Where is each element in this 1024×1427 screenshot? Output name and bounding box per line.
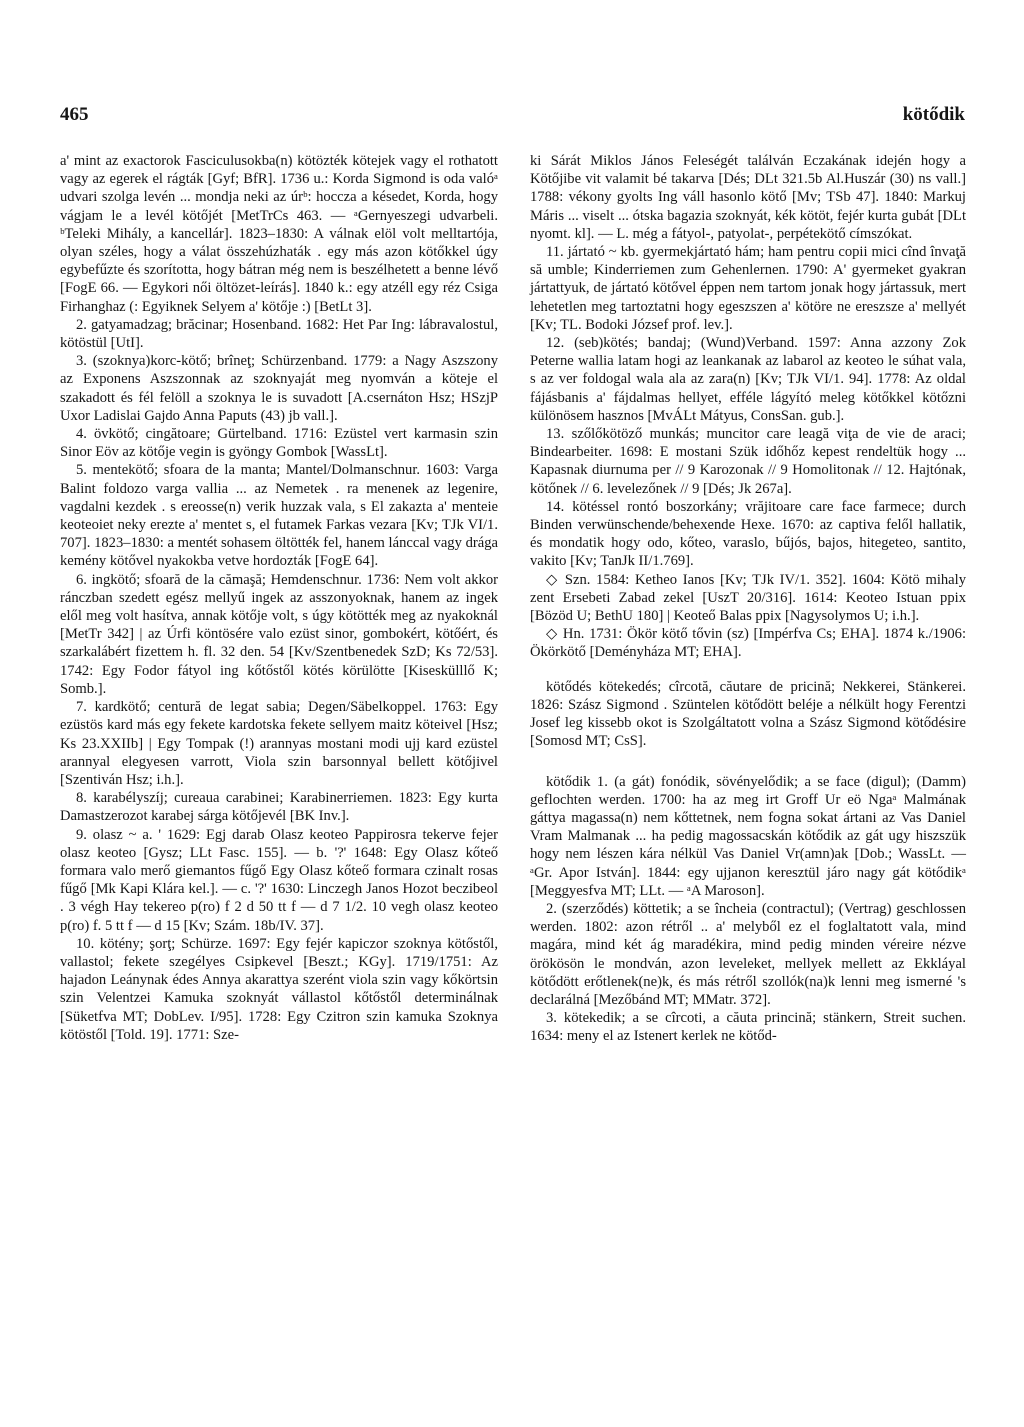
running-headword: kötődik <box>902 104 965 125</box>
page-number: 465 <box>60 104 89 125</box>
left-column <box>60 152 498 1044</box>
entry-sense-4: 4. övkötő; cingătoare; Gürtelband. 1716: Ezüstel vert karmasin szin Sinor Eöv az kötője vegin is gyöngy Gombok [WassLt]. <box>60 426 498 461</box>
entry-sense-6: 6. ingkötő; sfoară de la cămaşă; Hemdenschnur. 1736: Nem volt akkor ránczban szedett egész mellyű ingek az asszonyoknak, hanem az ingek elől meg volt hasítva, annak kötője volt, s úgy kötötték meg az nyakoknál [MetTr 342] | az Úrfi köntösére valo ezüst sinor, gombokért, kötőért, és szarkalábért fizettem h. fl. 32 den. 54 [Kv/Szentbenedek SzD; Ks 72/53]. 1742: Egy Fodor fátyol ing kőtőstől kötés körülötte [Kiseskülllő K; Somb.]. <box>60 571 498 697</box>
entry-kotodik-sense-3: 3. kötekedik; a se cîrcoti, a căuta princină; stänkern, Streit suchen. 1634: meny el az Istenert kerlek ne kötőd- <box>530 1010 966 1045</box>
entry-sense-2: 2. gatyamadzag; brăcinar; Hosenband. 1682: Het Par Ing: lábravalostul, kötöstül [UtI]. <box>60 316 498 352</box>
entry-sense-12: 12. (seb)kötés; bandaj; (Wund)Verband. 1597: Anna azzony Zok Peterne wallia latam hogi az leankanak az labarol az keoteo le súhat vala, s az ver foldogal wala ala az zara(n) [Kv; TJk VI/1. 94]. 1778: Az oldal fájásbanis a' fájdalmas hellyet, efféle lágyító meleg kötőkkel kötőzni különösem hasznos [MvÁLt Mátyus, ConsSan. gub.]. <box>530 335 966 424</box>
entry-sense-11: 11. jártató ~ kb. gyermekjártató hám; ham pentru copii mici cînd învaţă să umble; Kinderriemen zum Gehenlernen. 1790: A' gyermeket gyakran jártattyuk, de jártató kötővel éppen nem tartom jonak hogy jártassuk, mert lehetetlen meg tartoztatni hogy egeszszen a' kötöre ne ereszsze a' mellyét [Kv; TL. Bodoki József prof. lev.]. <box>530 244 966 333</box>
entry-sense-13: 13. szőlőkötöző munkás; muncitor care leagă viţa de vie de araci; Bindearbeiter. 1698: E mostani Szük időhőz kepest rendeltük hogy ... Kapasnak diurnuma per // 9 Karozonak // 9 Homolitonak // 12. Hajtónak, kötőnek // 6. levelezőnek // 9 [Dés; Jk 267a]. <box>530 426 966 497</box>
entry-kotodes: kötődés kötekedés; cîrcotă, căutare de pricină; Nekkerei, Stänkerei. 1826: Szász Sigmond . Szüntelen kötődött beléje a nélkült hogy Ferentzi Josef leg kissebb okot is Szolgáltatott volna a Szász Sigmond kötődésire [Somosd MT; CsS]. <box>530 678 966 750</box>
entry-sense-8: 8. karabélyszíj; cureaua carabinei; Karabinerriemen. 1823: Egy kurta Damastzerozot karabej sárga kötőjevél [BK Inv.]. <box>60 790 498 825</box>
right-column <box>530 152 966 1046</box>
entry-sense-3: 3. (szoknya)korc-kötő; brîneţ; Schürzenband. 1779: a Nagy Aszszony az Exponens Aszszonnak az szoknyaját meg nyomván a köteje el szakadott és fél felöll a szoknya le is suvadott [A.csernáton Hsz; HSzjP Uxor Ladislai Gajdo Anna Paputs (43) jb vall.]. <box>60 353 498 424</box>
entry-sense-10-continuation: ki Sárát Miklos János Feleségét találván Eczakának idején hogy a Kötőjibe vit valamit bé takarva [Dés; DLt 321.5b Al.Huszár (30) ns vall.] 1788: vékony gyolts Ing váll hasonlo kötő [Mv; TSb 47]. 1840: Markuj Máris ... viselt ... ótska bagazia szoknyát, kék kötöt, fejér kurta gubát [DLt nyomt. kl]. — L. még a fátyol-, patyolat-, perpétekötő címszókat. <box>530 153 966 242</box>
entry-sense-10: 10. kötény; şorţ; Schürze. 1697: Egy fejér kapiczor szoknya kötőstől, vallastol; fekete szegélyes Csipkevel [Beszt.; KGy]. 1719/1751: Az hajadon Leánynak édes Annya akarattya szerént viola szin vagy kőkörtsin szin Velentzei Kamuka szoknyát vállastol kőtőstől determinálnak [Süketfva MT; DobLev. I/95]. 1728: Egy Czitron szin kamuka Szoknya kötöstől [Told. 19]. 1771: Sze- <box>60 935 498 1043</box>
entry-surname-section: ◇ Szn. 1584: Ketheo Ianos [Kv; TJk IV/1. 352]. 1604: Kötö mihaly zent Ersebeti Zabad zekel [UszT 20/316]. 1614: Keoteo Istuan ppix [Bözöd U; BethU 180] | Keoteő Balas ppix [Nagysolymos U; i.h.]. <box>530 571 966 625</box>
entry-sense-14: 14. kötéssel rontó boszorkány; vrăjitoare care face farmece; durch Binden verwünschende/behexende Hexe. 1670: az captiva felől hallatik, és mondatik hogy odo, kőteo, varaslo, bűjós, bajos, hitegeteo, santito, vakito [Kv; TanJk II/1.769]. <box>530 498 966 570</box>
entry-sense-1-continuation: a' mint az exactorok Fasciculusokba(n) kötözték kötejek vagy el rothatott vagy az egerek el rágták [Gyf; BfR]. 1736 u.: Korda Sigmond is oda valóᵃ udvari szolga levén ... mondja neki az úrᵇ: hoccza a késedet, Korda, hogy vágjam le a levél kötőjét [MetTrCs 463. — ᵃGernyeszegi udvarbeli. ᵇTeleki Mihály, a kancellár]. 1823–1830: A válnak elöl volt melltartója, olyan széles, hogy a válat összehúzhaták . egy más azon kötőkkel úgy egybefűzte és szorította, hogy bátran még nem is beszélhetett a benne lévő [FogE 66. — Egykori női öltözet-leírás]. 1840 k.: egy atzéll egy réz Csiga Firhanghaz (: Egyiknek Selyem a' kötője :) [BetLt 3]. <box>60 153 498 315</box>
entry-placename-section: ◇ Hn. 1731: Ökör kötő tővin (sz) [Impérfva Cs; EHA]. 1874 k./1906: Ökörkötő [Deményháza MT; EHA]. <box>530 626 966 661</box>
entry-kotodik-sense-2: 2. (szerződés) köttetik; a se încheia (contractul); (Vertrag) geschlossen werden. 1802: azon rétről .. a' melyből ez el foglaltatott vala, mind magára, mind két ág maradékira, mind pedig minden véreire nézve örökösön le mondván, azon leveleket, mellyek mellett az Ekkláyal kötődött erőtlenek(ne)k, és más rétről szollók(na)k lenni meg ismerné 's declarálná [Mezőbánd MT; MMatr. 372]. <box>530 900 966 1008</box>
entry-sense-7: 7. kardkötő; centură de legat sabia; Degen/Säbelkoppel. 1763: Egy ezüstös kard más egy fekete kardotska fekete sellyem maitz köteivel [Hsz; Ks 23.XXIIb] | Egy Tompak (!) arannyas mostani modi ujj kard ezüstel arannyal elegyesen varrott, Viola szin barsonnyal bellett kötőjivel [Szentiván Hsz; i.h.]. <box>60 699 498 788</box>
entry-kotodik-sense-1: kötődik 1. (a gát) fonódik, sövényelődik; a se face (digul); (Damm) geflochten werden. 1700: ha az meg irt Groff Ur eö Ngaᵃ Malmának gáttya magassa(n) nem kőttetnek, nem fogna sokat ártani az Vas Daniel Vram Malmanak ... ha pedig magossacskán kötődik az gát ugy hiszszük hogy nem lészen kára nélkül Vas Daniel Vr(amn)ak [Dob.; WassLt. — ᵃGr. Apor István]. 1844: egy ujjanon keresztül járo nagy gát kötődikᵃ [Meggyesfva MT; LLt. — ᵃA Maroson]. <box>530 773 966 899</box>
running-header <box>60 104 965 130</box>
entry-sense-9: 9. olasz ~ a. ' 1629: Egj darab Olasz keoteo Pappirosra tekerve fejer olasz keoteo [Gysz; LLt Fasc. 155]. — b. '?' 1648: Egy Olasz kőteő formara valo merő giemantos fűgő Egy Olasz kőteő formara czinalt rosas fűgő [Mk Kapi Klára kel.]. — c. '?' 1630: Linczegh Janos Hozot beczibeol . 3 végh Hay tekereo p(ro) f 2 d 50 tt f — d 7 1/2. 10 vegh olasz keoteo p(ro) f. 5 tt f — d 15 [Kv; Szám. 18b/IV. 37]. <box>60 826 498 934</box>
entry-sense-5: 5. mentekötő; sfoara de la manta; Mantel/Dolmanschnur. 1603: Varga Balint foldozo varga vallia ... az Nemetek . ra menenek az legenire, vagdalni kezdek . s ereosse(n) verik huzzak vala, s El zakazta a' menteie keoteoiet neky erezte a' mentet s, el futamek Farkas vezara [Kv; TJk VI/1. 707]. 1823–1830: a mentét sohasem öltötték fel, hanem lánccal vagy drága kemény kötővel nyakokba vetve hordozták [FogE 64]. <box>60 462 498 570</box>
